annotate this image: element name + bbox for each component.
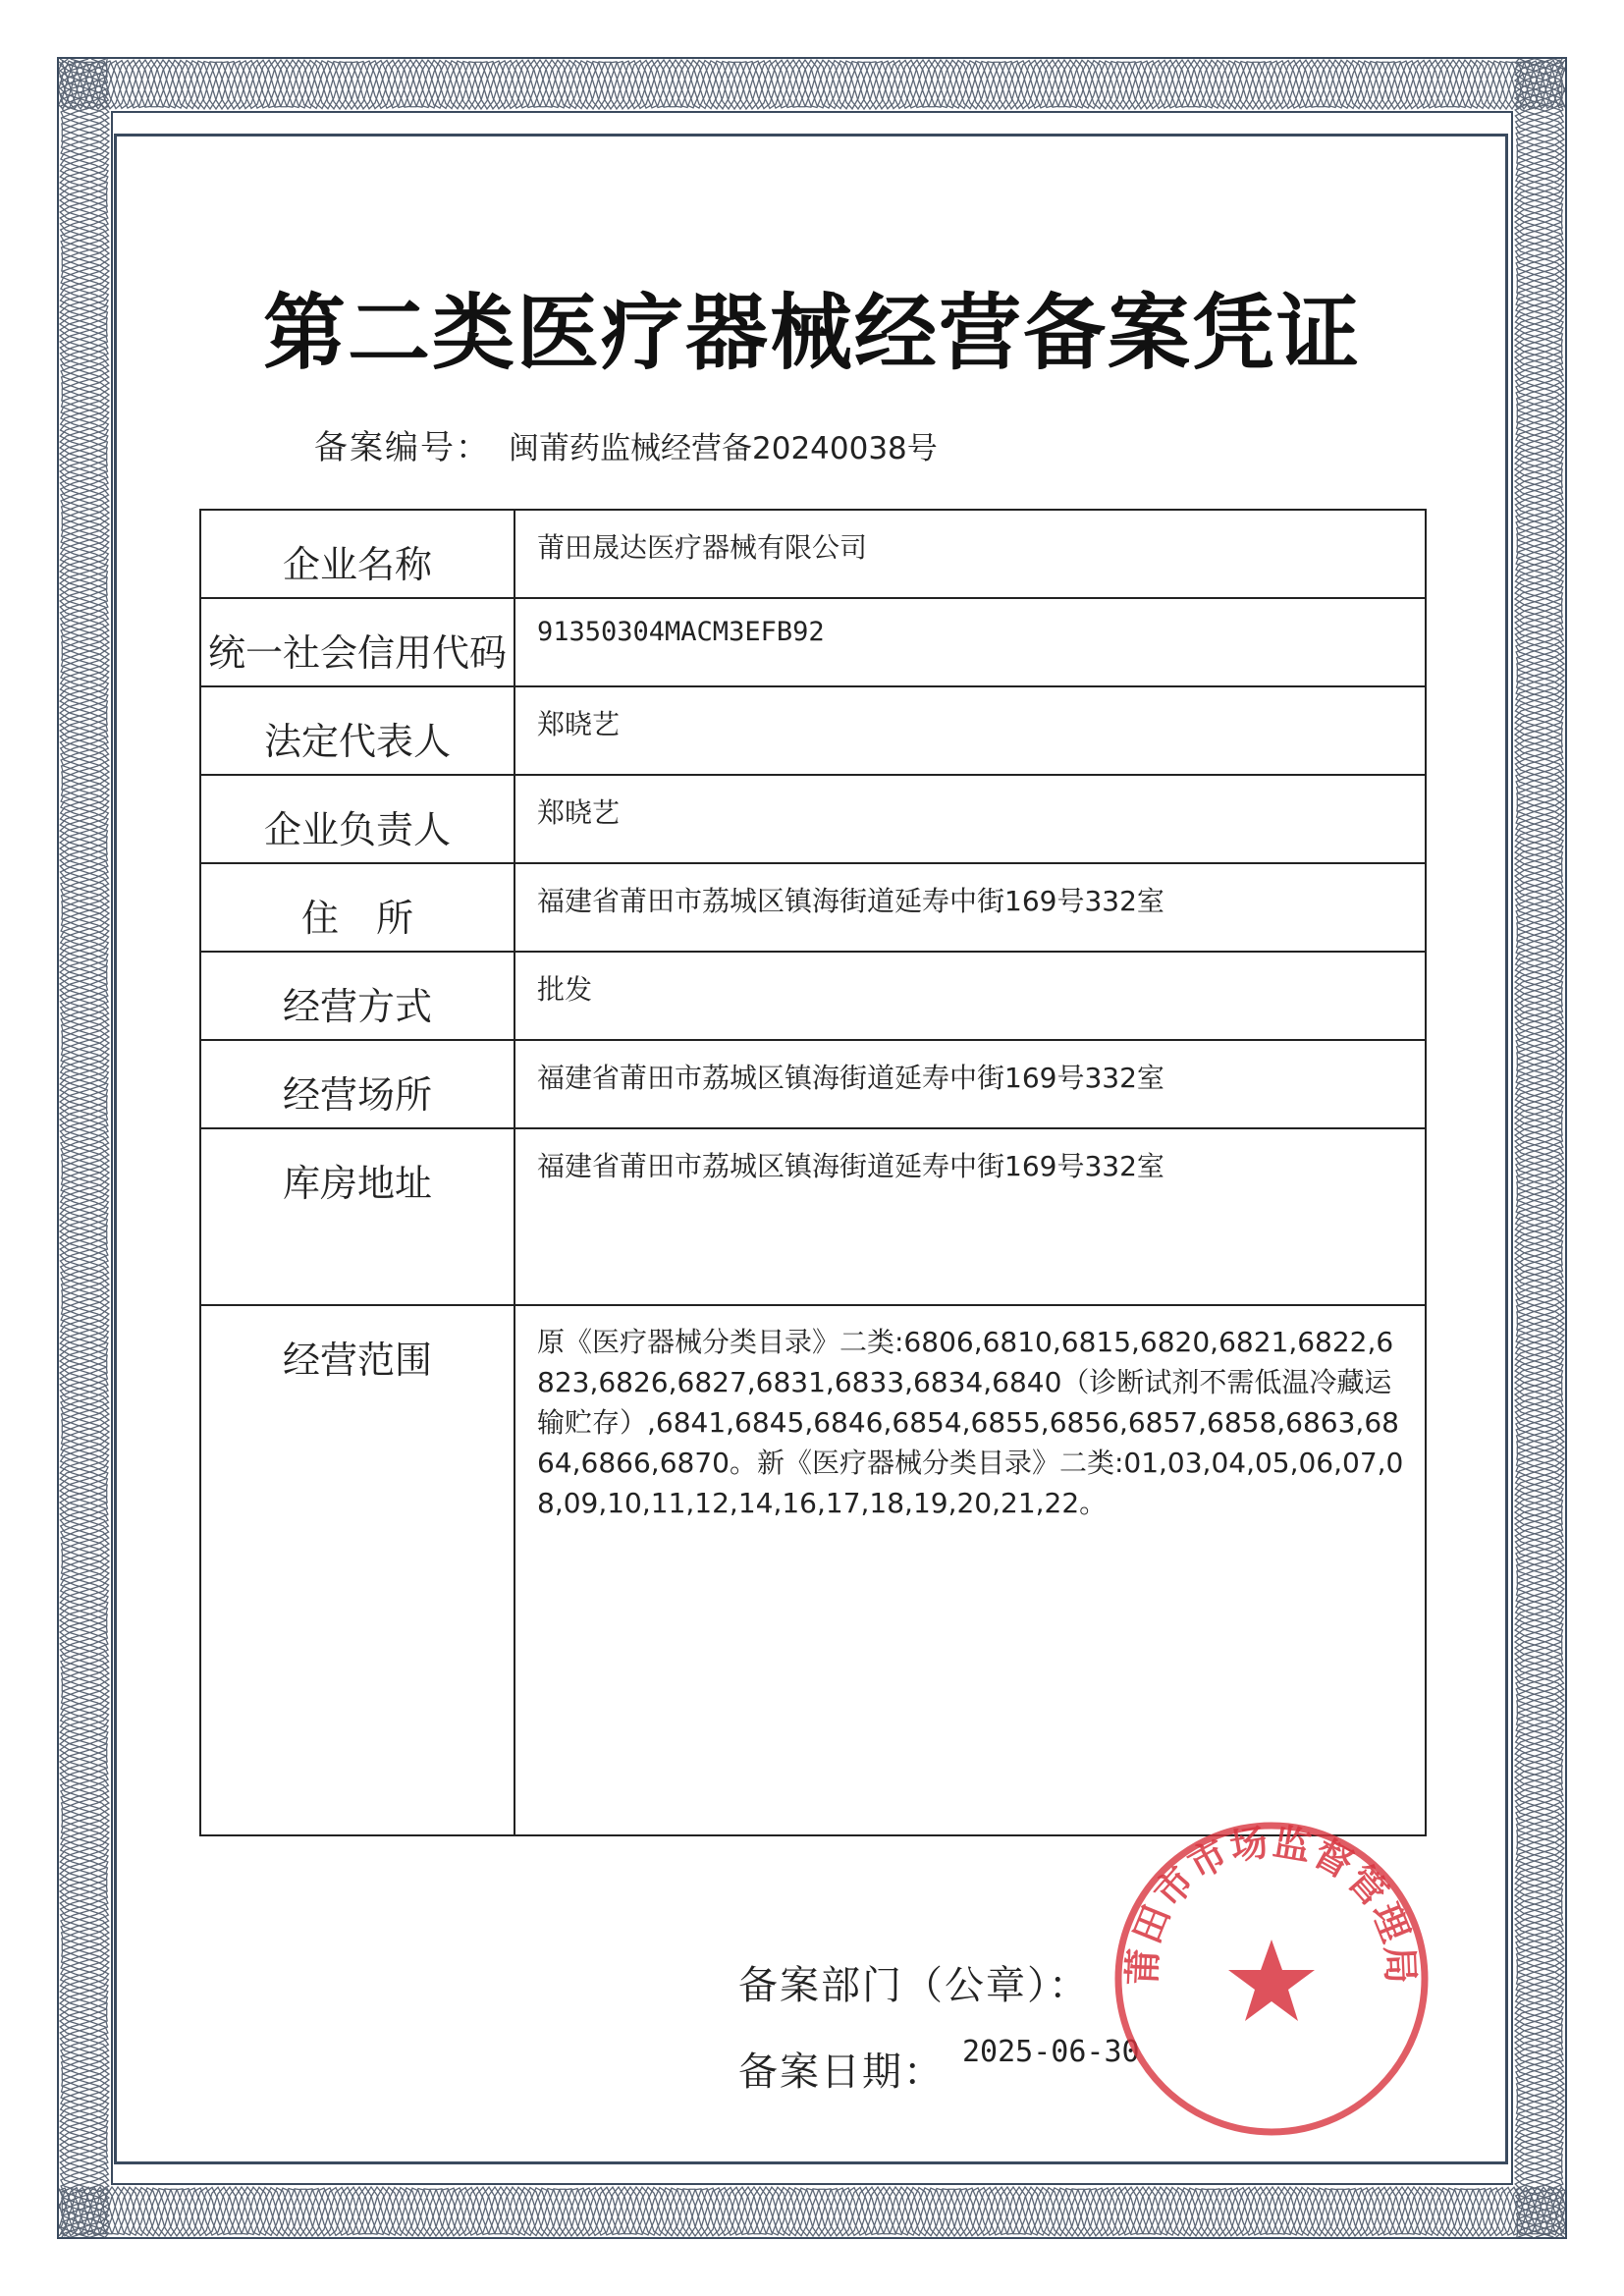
filing-department-label: 备案部门（公章）： xyxy=(738,1963,1090,2008)
residence-label: 住 所 xyxy=(300,897,413,940)
table-row xyxy=(200,1040,1426,1128)
table-row xyxy=(200,1128,1426,1305)
table-row xyxy=(200,598,1426,686)
business-premises-value: 福建省莆田市荔城区镇海街道延寿中街169号332室 xyxy=(514,1040,1426,1128)
table-row xyxy=(200,686,1426,775)
official-seal xyxy=(1110,1817,1434,2141)
row-label xyxy=(200,1040,514,1128)
filing-date-label: 备案日期： xyxy=(738,2050,945,2095)
info-table xyxy=(199,509,1427,1836)
company-name-value: 莆田晟达医疗器械有限公司 xyxy=(514,510,1426,598)
table-row xyxy=(200,510,1426,598)
row-label xyxy=(200,952,514,1040)
table-row xyxy=(200,775,1426,863)
table-row xyxy=(200,1305,1426,1835)
table-row xyxy=(200,863,1426,952)
seal-graphic xyxy=(1110,1817,1434,2141)
table-row xyxy=(200,952,1426,1040)
registration-number-label: 备案编号： xyxy=(314,428,491,467)
row-label xyxy=(200,598,514,686)
row-label xyxy=(200,775,514,863)
certificate-title: 第二类医疗器械经营备案凭证 xyxy=(262,284,1361,381)
business-mode-value: 批发 xyxy=(514,952,1426,1040)
row-label xyxy=(200,686,514,775)
person-in-charge-value: 郑晓艺 xyxy=(514,775,1426,863)
credit-code-value: 91350304MACM3EFB92 xyxy=(537,617,825,647)
business-mode-label: 经营方式 xyxy=(282,985,432,1028)
company-name-label: 企业名称 xyxy=(282,543,432,586)
person-in-charge-label: 企业负责人 xyxy=(263,808,451,851)
warehouse-address-label: 库房地址 xyxy=(282,1162,432,1205)
registration-number xyxy=(314,420,938,468)
row-label xyxy=(200,1305,514,1835)
row-label xyxy=(200,863,514,952)
seal-text: 莆田市市场监督管理局 xyxy=(1119,1819,1424,1987)
filing-date-value: 2025-06-30 xyxy=(962,2035,1140,2069)
row-label xyxy=(200,510,514,598)
registration-number-value: 闽莆药监械经营备20240038号 xyxy=(509,431,938,466)
seal-star-icon xyxy=(1228,1940,1315,2021)
row-label xyxy=(200,1128,514,1305)
row-value xyxy=(514,598,1426,686)
business-scope-value: 原《医疗器械分类目录》二类:6806,6810,6815,6820,6821,6822,6823,6826,6827,6831,6833,6834,6840（诊断试剂不需低温冷藏运输贮存）,6841,6845,6846,6854,6855,6856,6857,6858,6863,6864,6866,6870。新《医疗器械分类目录》二类:01,03,04,05,06,07,08,09,10,11,12,14,16,17,18,19,20,21,22。 xyxy=(514,1305,1426,1835)
legal-representative-value: 郑晓艺 xyxy=(514,686,1426,775)
business-premises-label: 经营场所 xyxy=(282,1073,432,1117)
residence-value: 福建省莆田市荔城区镇海街道延寿中街169号332室 xyxy=(514,863,1426,952)
credit-code-label: 统一社会信用代码 xyxy=(207,631,507,675)
business-scope-label: 经营范围 xyxy=(282,1339,432,1382)
legal-representative-label: 法定代表人 xyxy=(263,720,451,763)
warehouse-address-value: 福建省莆田市荔城区镇海街道延寿中街169号332室 xyxy=(514,1128,1426,1305)
